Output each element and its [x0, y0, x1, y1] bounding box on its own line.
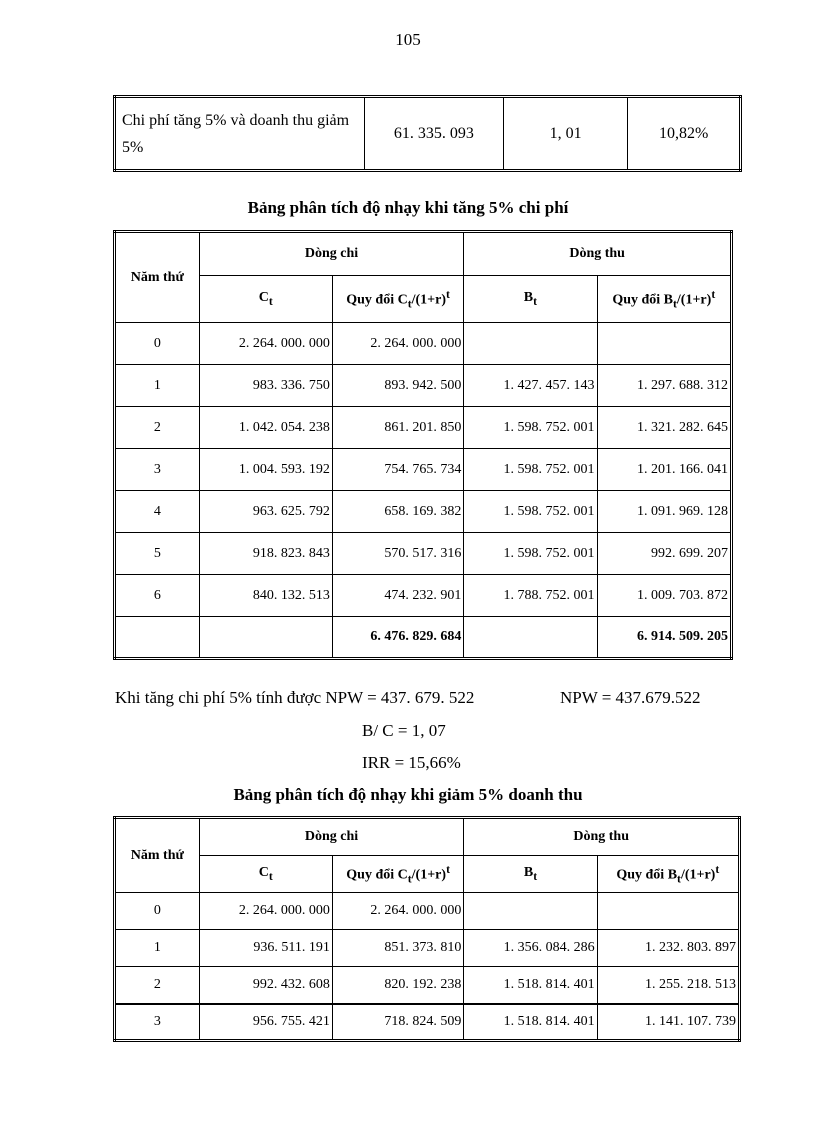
year-cell: 0 — [115, 893, 200, 930]
ct-disc-cell: 718. 824. 509 — [332, 1004, 463, 1041]
total-year-cell — [115, 617, 200, 659]
table-row — [115, 407, 732, 449]
result-bc: B/ C = 1, 07 — [362, 721, 446, 740]
table-row — [115, 97, 741, 171]
bc-value: 1, 01 — [503, 97, 627, 171]
table2-caption: Bảng phân tích độ nhạy khi giảm 5% doanh thu — [233, 785, 583, 804]
cost-group-header: Dòng chi — [199, 232, 464, 276]
bt-cell: 1. 427. 457. 143 — [464, 365, 597, 407]
bt-disc-cell: 1. 141. 107. 739 — [597, 1004, 739, 1041]
bt-cell: 1. 598. 752. 001 — [464, 533, 597, 575]
ct-disc-cell: 2. 264. 000. 000 — [332, 893, 463, 930]
ct-cell: 936. 511. 191 — [199, 930, 332, 967]
page-number: 105 — [395, 30, 421, 49]
npw-value: 61. 335. 093 — [364, 97, 503, 171]
bt-header: $B_t$ — [464, 856, 597, 893]
ct-disc-cell: 820. 192. 238 — [332, 967, 463, 1004]
table-row — [115, 893, 740, 930]
scenario-label: Chi phí tăng 5% và doanh thu giảm 5% — [115, 97, 365, 171]
ct-disc-cell: 893. 942. 500 — [332, 365, 463, 407]
total-row — [115, 617, 732, 659]
year-cell: 3 — [115, 449, 200, 491]
bt-header: $B_t$ — [464, 276, 597, 323]
table-row — [115, 323, 732, 365]
bt-disc-cell: 992. 699. 207 — [597, 533, 731, 575]
bt-cell: 1. 356. 084. 286 — [464, 930, 597, 967]
bt-disc-cell — [597, 893, 739, 930]
ct-cell: 1. 042. 054. 238 — [199, 407, 332, 449]
bt-disc-cell: 1. 297. 688. 312 — [597, 365, 731, 407]
bt-cell: 1. 518. 814. 401 — [464, 1004, 597, 1041]
result-irr: IRR = 15,66% — [362, 753, 461, 772]
year-cell: 5 — [115, 533, 200, 575]
summary-table — [113, 95, 742, 172]
table-row — [115, 365, 732, 407]
ct-disc-cell: 754. 765. 734 — [332, 449, 463, 491]
ct-disc-cell: 2. 264. 000. 000 — [332, 323, 463, 365]
ct-disc-cell: 474. 232. 901 — [332, 575, 463, 617]
bt-disc-cell: 1. 255. 218. 513 — [597, 967, 739, 1004]
year-cell: 3 — [115, 1004, 200, 1041]
bt-cell — [464, 323, 597, 365]
ct-disc-cell: 851. 373. 810 — [332, 930, 463, 967]
ct-disc-cell: 658. 169. 382 — [332, 491, 463, 533]
table-row — [115, 449, 732, 491]
total-bt-cell — [464, 617, 597, 659]
total-ct-cell — [199, 617, 332, 659]
ct-disc-header: Quy đổi $C_t/(1+r)^t$ — [332, 856, 463, 893]
bt-cell — [464, 893, 597, 930]
ct-cell: 956. 755. 421 — [199, 1004, 332, 1041]
year-header: Năm thứ — [115, 818, 200, 893]
benefit-group-header: Dòng thu — [464, 818, 740, 856]
table-row — [115, 1004, 740, 1041]
bt-disc-cell: 1. 321. 282. 645 — [597, 407, 731, 449]
bt-cell: 1. 598. 752. 001 — [464, 407, 597, 449]
cost-group-header: Dòng chi — [199, 818, 464, 856]
year-cell: 2 — [115, 967, 200, 1004]
table-row — [115, 967, 740, 1004]
ct-cell: 1. 004. 593. 192 — [199, 449, 332, 491]
table1-caption: Bảng phân tích độ nhạy khi tăng 5% chi phí — [247, 198, 569, 217]
year-header: Năm thứ — [115, 232, 200, 323]
table-row — [115, 575, 732, 617]
bt-disc-cell: 1. 009. 703. 872 — [597, 575, 731, 617]
bt-cell: 1. 518. 814. 401 — [464, 967, 597, 1004]
total-bt-disc: 6. 914. 509. 205 — [597, 617, 731, 659]
bt-disc-cell: 1. 232. 803. 897 — [597, 930, 739, 967]
bt-disc-header: Quy đổi $B_t/(1+r)^t$ — [597, 856, 739, 893]
ct-cell: 2. 264. 000. 000 — [199, 893, 332, 930]
sensitivity-table-cost — [113, 230, 733, 660]
benefit-group-header: Dòng thu — [464, 232, 732, 276]
bt-disc-cell: 1. 201. 166. 041 — [597, 449, 731, 491]
bt-disc-header: Quy đổi $B_t/(1+r)^t$ — [597, 276, 731, 323]
result-npw-alt: NPW = 437.679.522 — [560, 688, 701, 707]
bt-disc-cell: 1. 091. 969. 128 — [597, 491, 731, 533]
bt-cell: 1. 598. 752. 001 — [464, 449, 597, 491]
ct-disc-cell: 861. 201. 850 — [332, 407, 463, 449]
ct-disc-header: Quy đổi $C_t/(1+r)^t$ — [332, 276, 463, 323]
ct-cell: 983. 336. 750 — [199, 365, 332, 407]
year-cell: 4 — [115, 491, 200, 533]
sensitivity-table-revenue — [113, 816, 741, 1042]
ct-cell: 840. 132. 513 — [199, 575, 332, 617]
bt-disc-cell — [597, 323, 731, 365]
year-cell: 0 — [115, 323, 200, 365]
ct-header: $C_t$ — [199, 856, 332, 893]
ct-header: $C_t$ — [199, 276, 332, 323]
table-row — [115, 491, 732, 533]
result-npw: Khi tăng chi phí 5% tính được NPW = 437. 679. 522 — [115, 688, 475, 707]
ct-disc-cell: 570. 517. 316 — [332, 533, 463, 575]
year-cell: 1 — [115, 365, 200, 407]
ct-cell: 963. 625. 792 — [199, 491, 332, 533]
total-ct-disc: 6. 476. 829. 684 — [332, 617, 463, 659]
year-cell: 1 — [115, 930, 200, 967]
ct-cell: 918. 823. 843 — [199, 533, 332, 575]
table-row — [115, 533, 732, 575]
bt-cell: 1. 598. 752. 001 — [464, 491, 597, 533]
irr-value: 10,82% — [628, 97, 741, 171]
table-row — [115, 930, 740, 967]
bt-cell: 1. 788. 752. 001 — [464, 575, 597, 617]
year-cell: 2 — [115, 407, 200, 449]
ct-cell: 992. 432. 608 — [199, 967, 332, 1004]
year-cell: 6 — [115, 575, 200, 617]
ct-cell: 2. 264. 000. 000 — [199, 323, 332, 365]
